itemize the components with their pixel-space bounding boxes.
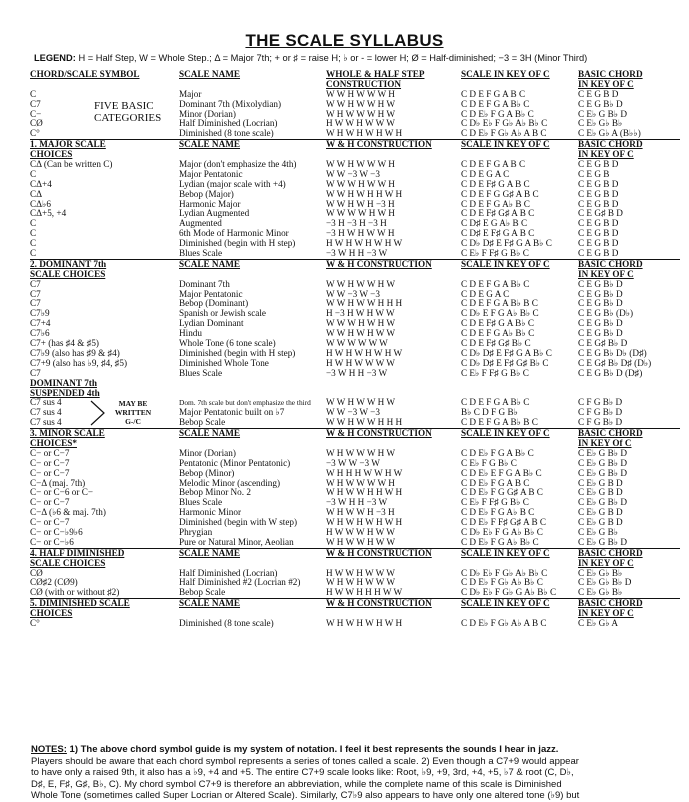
chord-symbol: C7+9 (also has ♭9, ♯4, ♯5) (30, 357, 128, 368)
scale-name: Diminished Whole Tone (179, 357, 269, 368)
section-heading: 3. MINOR SCALE (30, 428, 105, 439)
scale-name: Bebop (Minor) (179, 467, 235, 478)
chord-symbol: C (30, 218, 37, 229)
categories-label: CATEGORIES (94, 112, 162, 124)
scale-notes: C D♭ E♭ F G♭ G A♭ B♭ C (461, 587, 557, 598)
construction: W H W W W H W (326, 447, 396, 458)
scale-notes: C D E F G A B♭ C (461, 278, 530, 289)
scale-notes: C D E♭ F F♯ G♯ A B C (461, 517, 547, 528)
chord-symbol: C− or C−♭9♭6 (30, 526, 83, 537)
legend-label: LEGEND: (34, 53, 76, 63)
section-col-scale: SCALE NAME (179, 139, 241, 150)
basic-chord: C E♭ G♭ B♭ (578, 118, 623, 129)
basic-chord: C E♭ G B D (578, 477, 623, 488)
scale-notes: C D♭ E♭ F G A♭ B♭ C (461, 526, 543, 537)
column-header-construction: WHOLE & HALF STEP (326, 69, 425, 79)
basic-chord: C E G B♭ D (578, 98, 623, 109)
section-heading: 1. MAJOR SCALE (30, 139, 106, 150)
scale-name: Harmonic Major (179, 198, 241, 209)
scale-name: Whole Tone (6 tone scale) (179, 338, 276, 349)
notes-line-2: Players should be aware that each chord symbol represents a series of tones called a scale. 2) Even though a C7+9 would appear (31, 755, 579, 767)
scale-notes: C D E F♯ G♯ A B C (461, 208, 535, 219)
basic-chord: C E G B♭ (D♭) (578, 308, 634, 319)
chord-symbol: C− (30, 108, 42, 119)
subsection-heading: DOMINANT 7th (30, 377, 97, 388)
scale-name: Minor (Dorian) (179, 447, 236, 458)
chord-symbol: C (30, 168, 37, 179)
scale-name: Bebop (Dominant) (179, 298, 249, 309)
scale-name: Diminished (begin with H step) (179, 347, 296, 358)
scale-name: Blues Scale (179, 367, 223, 378)
scale-name: Major Pentatonic built on ♭7 (179, 407, 285, 418)
construction: −3 W H H −3 W (326, 248, 388, 259)
construction: H W H W W W W (326, 357, 395, 368)
scale-notes: C D E F G A B♭ B C (461, 298, 538, 309)
basic-chord: C E♭ G B D (578, 487, 623, 498)
construction: W H W W H −3 H (326, 507, 395, 518)
section-subheading: CHOICES* (30, 437, 77, 448)
construction: W W W H W H W (326, 318, 396, 329)
column-header-chord-basic: BASIC CHORD (578, 69, 643, 79)
scale-notes: C D E F♯ G A B C (461, 178, 530, 189)
scale-name: Lydian (major scale with +4) (179, 178, 286, 189)
construction: W H H H W W H W (326, 467, 403, 478)
scale-name: Minor (Dorian) (179, 108, 236, 119)
scale-notes: C D E F G A♭ B♭ C (461, 328, 535, 339)
scale-table (30, 70, 680, 629)
column-header-key: SCALE IN KEY OF C (461, 69, 550, 79)
scale-name: Pure or Natural Minor, Aeolian (179, 536, 294, 547)
chord-symbol: CΔ+5, +4 (30, 208, 67, 219)
construction: W W H W W H W (326, 98, 396, 109)
construction: H W H W H W H W (326, 238, 403, 249)
chord-symbol: C (30, 238, 37, 249)
section-subheading: SCALE CHOICES (30, 557, 106, 568)
scale-notes: C D E F♯ G♯ B♭ C (461, 338, 531, 349)
scale-notes: C D E♭ F G A B♭ C (461, 108, 534, 119)
column-header-construction-2: CONSTRUCTION (326, 78, 402, 89)
section-col-key: SCALE IN KEY OF C (461, 428, 550, 439)
construction: W W W W H W H (326, 208, 395, 219)
scale-row (30, 369, 680, 379)
construction: W W H W W H H H (326, 417, 403, 428)
section-col-construction: W & H CONSTRUCTION (326, 598, 432, 609)
scale-name: Bebop Scale (179, 417, 226, 428)
scale-name: Bebop (Major) (179, 188, 234, 199)
scale-notes: C D E♭ F G♭ A♭ B♭ C (461, 577, 543, 588)
section-col-key: SCALE IN KEY OF C (461, 139, 550, 150)
section-col-key: SCALE IN KEY OF C (461, 598, 550, 609)
chord-symbol: C− or C−7 (30, 447, 70, 458)
scale-name: Lydian Augmented (179, 208, 250, 219)
chord-symbol: C7 (30, 288, 41, 299)
chord-symbol: C7♭9 (also has ♯9 & ♯4) (30, 347, 120, 358)
chord-symbol: C° (30, 617, 40, 628)
bracket-arrow-icon (90, 398, 106, 428)
construction: −3 W W −3 W (326, 457, 380, 468)
section-col-chord: BASIC CHORD (578, 547, 643, 558)
basic-chord: C E♭ G♭ B♭ (578, 567, 623, 578)
section-col-key: SCALE IN KEY OF C (461, 547, 550, 558)
section-col-chord-2: IN KEY OF C (578, 557, 634, 568)
scale-name: Melodic Minor (ascending) (179, 477, 281, 488)
construction: W W H W W H W (326, 397, 396, 408)
basic-chord: C E G B D (578, 88, 619, 99)
construction: −3 W H H −3 W (326, 367, 388, 378)
chord-symbol: C7+4 (30, 318, 51, 329)
basic-chord: C E G B D (578, 248, 619, 259)
scale-notes: C D♯ E F♯ G A B C (461, 228, 535, 239)
construction: W W H W H W W (326, 328, 396, 339)
notes-line-4: D♯, E, F♯, G♯, B♭, C). My chord symbol C7+9 is therefore an abbreviation, while the complete name of this scale is Diminished (31, 778, 562, 790)
basic-chord: C E G B (578, 168, 610, 179)
construction: W H W H W W W (326, 577, 396, 588)
chord-symbol: C7 (30, 98, 41, 109)
construction: W W −3 W −3 (326, 168, 380, 179)
five-basic-label: FIVE BASIC (94, 100, 154, 112)
chord-symbol: C− or C−7 (30, 467, 70, 478)
scale-notes: C D E♭ F G G♯ A B C (461, 487, 543, 498)
chord-symbol: CØ (with or without ♯2) (30, 587, 120, 598)
section-col-construction: W & H CONSTRUCTION (326, 139, 432, 150)
basic-chord: C E G B♭ D (578, 288, 623, 299)
section-col-key: SCALE IN KEY OF C (461, 258, 550, 269)
basic-chord: C E G B♭ D (578, 278, 623, 289)
chord-symbol: C7 sus 4 (30, 417, 62, 428)
scale-notes: C D♭ D♯ E F♯ G A B♭ C (461, 238, 552, 249)
construction: W W H W W H H H (326, 298, 403, 309)
construction: W H W H W H W H (326, 128, 403, 139)
basic-chord: C F G B♭ D (578, 407, 623, 418)
section-col-construction: W & H CONSTRUCTION (326, 428, 432, 439)
scale-name: Dominant 7th (179, 278, 230, 289)
chord-symbol: C (30, 228, 37, 239)
scale-notes: C D♭ D♯ E F♯ G A B♭ C (461, 347, 552, 358)
construction: −3 W H H −3 W (326, 497, 388, 508)
scale-notes: C E♭ F G B♭ C (461, 457, 517, 468)
construction: W W H W W W H (326, 88, 395, 99)
basic-chord: C E♭ G B D (578, 517, 623, 528)
basic-chord: C E G B D (578, 228, 619, 239)
scale-notes: C D E F♯ G A B♭ C (461, 318, 535, 329)
scale-notes: C D E♭ F G A B C (461, 477, 530, 488)
basic-chord: C E♭ G B♭ (578, 526, 619, 537)
scale-notes: C D E F G G♯ A B C (461, 188, 539, 199)
construction: W H W W H W W (326, 536, 396, 547)
scale-notes: C D E F G A♭ B C (461, 198, 530, 209)
basic-chord: C E♭ G♭ B♭ (578, 587, 623, 598)
scale-notes: B♭ C D F G B♭ (461, 407, 518, 418)
construction: W W H W H H W H (326, 188, 403, 199)
scale-name: Bebop Scale (179, 587, 226, 598)
construction: W H W W H H W H (326, 487, 403, 498)
construction: H W W H W W W (326, 118, 395, 129)
basic-chord: C E G♯ B♭ D♯ (D♭) (578, 357, 652, 368)
scale-name: Diminished (begin with W step) (179, 517, 298, 528)
basic-chord: C E♭ G B♭ D (578, 447, 627, 458)
scale-notes: C D♭ D♯ E F♯ G♯ B♭ C (461, 357, 549, 368)
chord-symbol: C7♭6 (30, 328, 50, 339)
scale-notes: C D E F G A B♭ C (461, 98, 530, 109)
chord-symbol: C− or C−6 or C− (30, 487, 94, 498)
chord-symbol: C−Δ (♭6 & maj. 7th) (30, 507, 106, 518)
basic-chord: C E G B D (578, 159, 619, 170)
basic-chord: C E♭ G B♭ D (578, 536, 627, 547)
scale-name: Harmonic Minor (179, 507, 242, 518)
scale-notes: C D E F G A B♭ C (461, 397, 530, 408)
construction: H −3 H W H W W (326, 308, 395, 319)
basic-chord: C E G♯ B♭ D (578, 338, 628, 349)
basic-chord: C F G B♭ D (578, 417, 623, 428)
section-col-chord: BASIC CHORD (578, 428, 643, 439)
basic-chord: C E♭ G♭ A (578, 617, 619, 628)
chord-symbol: CØ (30, 118, 43, 129)
scale-name: Lydian Dominant (179, 318, 244, 329)
chord-symbol: C (30, 88, 37, 99)
basic-chord: C E G B D (578, 198, 619, 209)
basic-chord: C E♭ G B♭ D (578, 497, 627, 508)
scale-name: Major Pentatonic (179, 288, 243, 299)
notes-line-1: 1) The above chord symbol guide is my system of notation. I feel it best represents the sounds I hear in jazz. (66, 744, 559, 755)
scale-name: Major (don't emphasize the 4th) (179, 159, 297, 170)
chord-symbol: C7 (30, 298, 41, 309)
construction: W W −3 W −3 (326, 407, 380, 418)
section-subheading: CHOICES (30, 149, 73, 160)
chord-symbol: C (30, 248, 37, 259)
construction: W H W W W H W (326, 108, 396, 119)
section-col-construction: W & H CONSTRUCTION (326, 258, 432, 269)
scale-name: Major Pentatonic (179, 168, 243, 179)
construction: W W W W W W (326, 338, 388, 349)
chord-symbol: C7♭9 (30, 308, 50, 319)
scale-notes: C D E F G A B C (461, 159, 526, 170)
section-subheading: SCALE CHOICES (30, 268, 106, 279)
column-header-chord-basic-2: IN KEY OF C (578, 78, 634, 89)
chord-symbol: CΔ (30, 188, 43, 199)
chord-symbol: CΔ (Can be written C) (30, 159, 113, 170)
scale-name: Diminished (begin with H step) (179, 238, 296, 249)
scale-notes: C D♭ E♭ F G♭ A♭ B♭ C (461, 567, 548, 578)
column-header-scale: SCALE NAME (179, 69, 241, 79)
construction: W W −3 W −3 (326, 288, 380, 299)
chord-symbol: C7+ (has ♯4 & ♯5) (30, 338, 99, 349)
construction: W W H W W H W (326, 278, 396, 289)
basic-chord: C E G B D (578, 188, 619, 199)
section-col-chord: BASIC CHORD (578, 139, 643, 150)
chord-symbol: CØ♯2 (CØ9) (30, 577, 78, 588)
section-col-scale: SCALE NAME (179, 428, 241, 439)
basic-chord: C E G B♭ D (578, 328, 623, 339)
subsection-heading-2: SUSPENDED 4th (30, 387, 100, 398)
section-heading: 5. DIMINISHED SCALE (30, 598, 130, 609)
basic-chord: C E♭ G♭ B♭ D (578, 577, 632, 588)
scale-notes: C D E G A C (461, 168, 510, 179)
basic-chord: C E G B D (578, 178, 619, 189)
page-title: THE SCALE SYLLABUS (245, 31, 444, 50)
scale-name: Half Diminished (Locrian) (179, 118, 278, 129)
section-col-chord-2: IN KEY OF C (578, 149, 634, 160)
scale-name: Phrygian (179, 526, 213, 537)
construction: −3 H W H W W H (326, 228, 395, 239)
chord-symbol: C° (30, 128, 40, 139)
construction: H W H W H W H W (326, 347, 403, 358)
construction: W W H W W W H (326, 159, 395, 170)
scale-row (30, 249, 680, 259)
basic-category-row (30, 129, 680, 139)
section-header-row (30, 548, 680, 559)
scale-notes: C D E♭ F G A♭ B C (461, 507, 535, 518)
scale-row (30, 588, 680, 598)
construction: W W H W H −3 H (326, 198, 395, 209)
construction: −3 H −3 H −3 H (326, 218, 387, 229)
scale-notes: C D E♭ F G A♭ B♭ C (461, 536, 539, 547)
chord-symbol: C7 sus 4 (30, 397, 62, 408)
scale-name: Spanish or Jewish scale (179, 308, 267, 319)
construction: H W W W H W W (326, 526, 395, 537)
construction: W H W W W W H (326, 477, 395, 488)
chord-symbol: C7 (30, 278, 41, 289)
chord-symbol: C− or C−7 (30, 517, 70, 528)
scale-notes: C E♭ F F♯ G B♭ C (461, 367, 529, 378)
basic-chord: C E G B♭ D♭ (D♯) (578, 347, 647, 358)
basic-chord: C E G B D (578, 218, 619, 229)
basic-chord: C E G B D (578, 238, 619, 249)
chord-symbol: C7 (30, 367, 41, 378)
scale-row (30, 538, 680, 548)
construction: H W W H W W W (326, 567, 395, 578)
scale-notes: C D E G A C (461, 288, 510, 299)
legend-text: H = Half Step, W = Whole Step.; Δ = Major 7th; + or ♯ = raise H; ♭ or - = lower H; Ø = Half-diminished; −3 = 3H (Minor Third) (78, 53, 588, 63)
construction: W W W H W W H (326, 178, 395, 189)
basic-chord: C E♭ G B D (578, 507, 623, 518)
scale-name: Major (179, 88, 202, 99)
section-subheading: CHOICES (30, 608, 73, 619)
scale-name: Blues Scale (179, 248, 223, 259)
chord-symbol: CΔ+4 (30, 178, 52, 189)
column-header-chord: CHORD/SCALE SYMBOL (30, 69, 140, 79)
may-be-written-note: MAY BE WRITTEN G-/C (114, 399, 152, 426)
scale-notes: C D E F G A B♭ B C (461, 417, 538, 428)
chord-symbol: C− or C−7 (30, 497, 70, 508)
basic-chord: C E G♯ B D (578, 208, 623, 219)
section-heading: 2. DOMINANT 7th (30, 258, 107, 269)
section-col-scale: SCALE NAME (179, 547, 241, 558)
chord-symbol: CΔ♭6 (30, 198, 51, 209)
scale-name: Blues Scale (179, 497, 223, 508)
basic-chord: C F G B♭ D (578, 397, 623, 408)
basic-chord: C E G B♭ D (D♯) (578, 367, 643, 378)
section-col-chord: BASIC CHORD (578, 598, 643, 609)
subsection-row (30, 379, 680, 389)
scale-row (30, 619, 680, 629)
section-col-chord-2: IN KEY Of C (578, 437, 632, 448)
scale-notes: C D♯ E G A♭ B C (461, 218, 528, 229)
chord-symbol: C− or C−♭6 (30, 536, 74, 547)
scale-name: Bebop Minor No. 2 (179, 487, 251, 498)
scale-name: Half Diminished (Locrian) (179, 567, 278, 578)
basic-chord: C E♭ G B♭ D (578, 467, 627, 478)
basic-chord: C E G B♭ D (578, 298, 623, 309)
scale-notes: C D♭ E F G A♭ B♭ C (461, 308, 539, 319)
scale-notes: C D E♭ F G A B♭ C (461, 447, 534, 458)
legend (34, 53, 674, 64)
scale-name: Dominant 7th (Mixolydian) (179, 98, 282, 109)
scale-name: 6th Mode of Harmonic Minor (179, 228, 289, 239)
scale-name: Pentatonic (Minor Pentatonic) (179, 457, 291, 468)
scale-notes: C E♭ F F♯ G B♭ C (461, 497, 529, 508)
section-col-chord: BASIC CHORD (578, 258, 643, 269)
construction: W H W H W H W H (326, 617, 403, 628)
chord-symbol: C7 sus 4 (30, 407, 62, 418)
scale-name: Hindu (179, 328, 202, 339)
notes-line-3: to have only a raised 9th, it also has a ♭9, +4 and +5. The entire C7+9 scale looks like: Root, ♭9, +9, 3rd, +4, +5, ♭7 & root (C, D♭, (31, 767, 574, 778)
section-col-chord-2: IN KEY OF C (578, 268, 634, 279)
basic-chord: C E♭ G B♭ D (578, 457, 627, 468)
scale-name: Diminished (8 tone scale) (179, 128, 274, 139)
scale-notes: C D♭ E♭ F G♭ A♭ B♭ C (461, 118, 548, 129)
chord-symbol: C− or C−7 (30, 457, 70, 468)
construction: H W W H H H W W (326, 587, 403, 598)
chord-symbol: C−Δ (maj. 7th) (30, 477, 86, 488)
scale-name: Augmented (179, 218, 222, 229)
scale-notes: C E♭ F F♯ G B♭ C (461, 248, 529, 259)
section-col-chord-2: IN KEY OF C (578, 608, 634, 619)
scale-name: Half Diminished #2 (Locrian #2) (179, 577, 301, 588)
section-col-scale: SCALE NAME (179, 258, 241, 269)
notes (31, 744, 671, 802)
scale-notes: C D E♭ E F G A B♭ C (461, 467, 542, 478)
scale-name: Dom. 7th scale but don't emphasize the third (179, 398, 311, 408)
chord-symbol: CØ (30, 567, 43, 578)
basic-chord: C E G B♭ D (578, 318, 623, 329)
basic-chord: C E♭ G♭ A (B♭♭) (578, 128, 641, 139)
section-col-scale: SCALE NAME (179, 598, 241, 609)
construction: W H W H W H W H (326, 517, 403, 528)
section-heading: 4. HALF DIMINISHED (30, 547, 125, 558)
section-col-construction: W & H CONSTRUCTION (326, 547, 432, 558)
scale-notes: C D E♭ F G♭ A♭ A B C (461, 128, 547, 139)
notes-label: NOTES: (31, 744, 67, 755)
scale-name: Diminished (8 tone scale) (179, 617, 274, 628)
basic-chord: C E♭ G B♭ D (578, 108, 627, 119)
scale-notes: C D E F G A B C (461, 88, 526, 99)
scale-notes: C D E♭ F G♭ A♭ A B C (461, 617, 547, 628)
notes-line-5: Whole Tone (sometimes called Super Locrian or Altered Scale). Similarly, C7♭9 also appears to have only one altered tone (♭9) but (31, 790, 580, 801)
